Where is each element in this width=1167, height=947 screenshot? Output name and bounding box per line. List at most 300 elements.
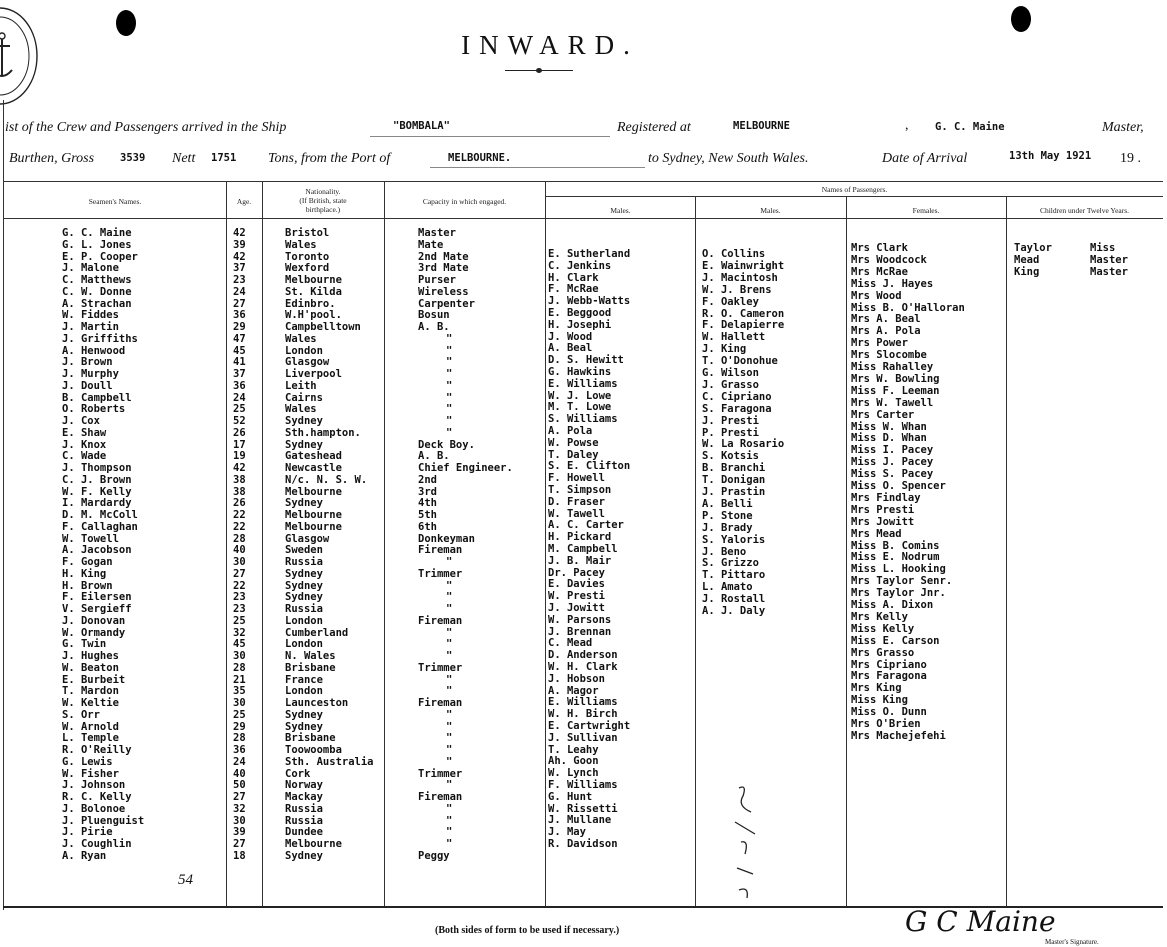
crew-age: 19 xyxy=(233,450,246,463)
crew-capacity: " xyxy=(446,708,453,721)
child-name: Mead xyxy=(1014,253,1040,266)
crew-age: 36 xyxy=(233,309,246,322)
crew-capacity: Chief Engineer. xyxy=(418,462,513,474)
signature-label: Master's Signature. xyxy=(1045,938,1099,946)
form-title: INWARD. xyxy=(461,30,639,60)
passenger-male: J. Presti xyxy=(702,414,759,427)
col-divider-passengers xyxy=(545,181,546,906)
crew-name: W. Towell xyxy=(62,532,119,545)
crew-nationality: Melbourne xyxy=(285,509,342,521)
crew-name: J. Brown xyxy=(62,356,113,369)
passenger-male: W. Lynch xyxy=(548,767,599,780)
col-header-capacity: Capacity in which engaged. xyxy=(422,197,507,206)
crew-nationality: Launceston xyxy=(285,697,349,709)
crew-nationality: Sydney xyxy=(285,497,323,510)
passenger-male: S. E. Clifton xyxy=(548,460,631,473)
crew-name: H. King xyxy=(62,567,107,580)
crew-age: 27 xyxy=(233,567,246,580)
crew-capacity: " xyxy=(446,403,453,416)
passenger-male: J. Prastin xyxy=(702,486,766,498)
passenger-male: T. Donigan xyxy=(702,474,766,487)
passenger-female: Miss E. Nodrum xyxy=(851,551,940,564)
crew-capacity: " xyxy=(446,344,453,357)
passenger-female: Mrs Power xyxy=(851,337,908,350)
passenger-male: B. Branchi xyxy=(702,462,766,475)
passenger-female: Mrs A. Beal xyxy=(851,313,921,326)
child-name: Taylor xyxy=(1014,242,1052,254)
crew-nationality: Wales xyxy=(285,403,317,416)
crew-nationality: Leith xyxy=(285,379,317,392)
crew-age: 24 xyxy=(233,391,246,404)
passenger-male: T. Leahy xyxy=(548,743,599,756)
passenger-male: T. Pittaro xyxy=(702,569,766,582)
passenger-female: Miss E. Carson xyxy=(851,634,940,647)
crew-capacity: Trimmer xyxy=(418,567,463,580)
crew-name: C. Matthews xyxy=(62,274,132,286)
passenger-male: J. Macintosh xyxy=(702,271,778,284)
crew-capacity: Master xyxy=(418,227,456,239)
passenger-male: W. Parsons xyxy=(548,613,612,626)
passenger-male: J. King xyxy=(702,343,747,356)
crew-age: 50 xyxy=(233,779,246,792)
crew-name: J. Coughlin xyxy=(62,838,132,850)
crew-age: 39 xyxy=(233,238,246,251)
passenger-male: Dr. Pacey xyxy=(548,566,605,579)
crew-age: 25 xyxy=(233,614,246,627)
crew-nationality: Sydney xyxy=(285,567,323,580)
passenger-male: J. Sullivan xyxy=(548,731,618,744)
passenger-male: W. Powse xyxy=(548,436,599,449)
crew-capacity: Purser xyxy=(418,274,456,286)
passenger-male: W. H. Clark xyxy=(548,661,618,673)
col-divider-females xyxy=(846,196,847,906)
passenger-male: H. Clark xyxy=(548,271,599,284)
crew-capacity: 2nd xyxy=(418,473,437,486)
crew-name: J. Hughes xyxy=(62,650,119,662)
crew-capacity: 3rd Mate xyxy=(418,262,469,275)
crew-name: J. Pirie xyxy=(62,826,113,839)
crew-nationality: Melbourne xyxy=(285,520,342,533)
crew-nationality: Norway xyxy=(285,779,323,792)
crew-nationality: London xyxy=(285,344,323,357)
crew-name: G. Twin xyxy=(62,638,107,651)
crew-nationality: Wexford xyxy=(285,262,330,275)
crew-nationality: London xyxy=(285,614,323,627)
col-divider-age xyxy=(226,181,227,906)
passenger-male: E. Wainwright xyxy=(702,259,785,272)
crew-name: A. Strachan xyxy=(62,297,132,310)
crew-age: 37 xyxy=(233,368,246,380)
crew-capacity: " xyxy=(446,802,453,815)
crew-nationality: London xyxy=(285,638,323,651)
passenger-male: F. Delapierre xyxy=(702,319,785,332)
passenger-female: Mrs Machejefehi xyxy=(851,729,946,742)
ship-name: "BOMBALA" xyxy=(393,120,450,132)
crew-age: 26 xyxy=(233,426,246,439)
crew-name: W. Keltie xyxy=(62,697,119,709)
crew-nationality: Russia xyxy=(285,603,323,615)
crew-capacity: 2nd Mate xyxy=(418,250,469,263)
table-left-border xyxy=(3,100,4,910)
from-port: MELBOURNE. xyxy=(448,152,512,164)
col-header-males2: Males. xyxy=(760,206,781,215)
passenger-male: D. S. Hewitt xyxy=(548,354,624,367)
crew-age: 45 xyxy=(233,638,246,651)
passenger-female: Mrs O'Brien xyxy=(851,718,921,730)
col-divider-males2 xyxy=(695,196,696,906)
crew-nationality: St. Kilda xyxy=(285,285,342,298)
crew-name: D. M. McColl xyxy=(62,509,138,521)
tons-from-label: Tons, from the Port of xyxy=(268,151,391,166)
crew-nationality: Glasgow xyxy=(285,532,330,545)
crew-name: W. Fisher xyxy=(62,767,119,780)
crew-capacity: " xyxy=(446,779,453,792)
passenger-female: Miss B. Comins xyxy=(851,539,940,552)
passenger-male: C. Jenkins xyxy=(548,259,612,272)
passenger-female: Mrs Mead xyxy=(851,527,902,540)
passenger-male: J. Brady xyxy=(702,521,753,534)
crew-capacity: " xyxy=(446,744,453,756)
passenger-female: Mrs Taylor Jnr. xyxy=(851,587,946,600)
master-signature: G C Maine xyxy=(905,905,1056,938)
crew-capacity: " xyxy=(446,579,453,592)
crew-nationality: Sydney xyxy=(285,849,323,862)
crew-age: 24 xyxy=(233,285,246,298)
passenger-male: P. Presti xyxy=(702,426,759,439)
crew-age: 25 xyxy=(233,708,246,721)
col-header-names: Seamen's Names. xyxy=(88,197,142,206)
master-name: G. C. Maine xyxy=(935,121,1005,133)
crew-capacity: Donkeyman xyxy=(418,532,475,545)
passenger-male: W. Tawell xyxy=(548,507,605,520)
crew-age: 30 xyxy=(233,556,246,568)
crew-capacity: A. B. xyxy=(418,321,450,333)
passenger-female: Miss F. Leeman xyxy=(851,384,940,397)
crew-capacity: Peggy xyxy=(418,849,450,862)
passenger-female: Miss Rahalley xyxy=(851,361,934,373)
crew-name: J. Martin xyxy=(62,321,119,333)
registered-port: MELBOURNE xyxy=(733,120,790,132)
passenger-female: Mrs Findlay xyxy=(851,491,921,504)
crew-capacity: " xyxy=(446,720,453,733)
crew-capacity: " xyxy=(446,685,453,698)
passenger-male: E. Beggood xyxy=(548,307,612,319)
crew-nationality: Russia xyxy=(285,814,323,827)
col-divider-children xyxy=(1006,196,1007,906)
passenger-female: Mrs Jowitt xyxy=(851,515,915,528)
passenger-male: S. Faragona xyxy=(702,402,772,415)
col-header-nationality: Nationality. (If British, state birthplace.) xyxy=(299,187,347,214)
passenger-female: Mrs Wood xyxy=(851,289,902,302)
crew-name: F. Eilersen xyxy=(62,591,132,604)
passenger-male: J. Wood xyxy=(548,330,593,343)
crew-name: R. C. Kelly xyxy=(62,791,132,803)
crew-capacity: Trimmer xyxy=(418,767,463,780)
crew-age: 18 xyxy=(233,849,246,862)
crew-nationality: Bristol xyxy=(285,227,330,239)
crew-age: 32 xyxy=(233,802,246,815)
crew-age: 28 xyxy=(233,732,246,745)
passenger-female: Mrs Faragona xyxy=(851,670,927,683)
list-heading: ist of the Crew and Passengers arrived in the Ship xyxy=(5,120,287,135)
passenger-male: J. Brennan xyxy=(548,625,612,638)
margin-note: 54 xyxy=(178,872,193,888)
passenger-male: J. B. Mair xyxy=(548,554,612,567)
crew-capacity: Mate xyxy=(418,238,444,251)
passenger-male: E. Williams xyxy=(548,696,618,709)
crew-nationality: Liverpool xyxy=(285,368,342,380)
crew-capacity: " xyxy=(446,391,453,404)
crew-name: J. Bolonoe xyxy=(62,802,126,815)
passenger-male: Ah. Goon xyxy=(548,755,599,768)
punch-hole-right xyxy=(1011,6,1031,32)
crew-age: 32 xyxy=(233,626,246,639)
passenger-female: Mrs King xyxy=(851,682,902,695)
crew-capacity: 6th xyxy=(418,520,437,533)
crew-nationality: Edinbro. xyxy=(285,297,336,310)
crew-capacity: 4th xyxy=(418,497,437,510)
passenger-male: T. O'Donohue xyxy=(702,355,778,368)
crew-name: E. Shaw xyxy=(62,426,107,439)
passenger-male: W. H. Birch xyxy=(548,708,618,721)
burthen-label: Burthen, Gross xyxy=(9,151,95,166)
master-label: Master, xyxy=(1102,120,1144,135)
crew-nationality: Campbelltown xyxy=(285,321,361,333)
crew-age: 23 xyxy=(233,591,246,604)
crew-capacity: Wireless xyxy=(418,285,469,298)
arrival-date: 13th May 1921 xyxy=(1009,150,1092,162)
crew-name: I. Mardardy xyxy=(62,497,132,510)
gross-tons: 3539 xyxy=(120,152,146,164)
crew-name: F. Gogan xyxy=(62,556,113,568)
crew-capacity: Trimmer xyxy=(418,661,463,674)
passenger-female: Miss King xyxy=(851,694,908,707)
crew-name: E. Burbeit xyxy=(62,673,126,686)
crew-age: 38 xyxy=(233,473,246,486)
crew-nationality: Brisbane xyxy=(285,661,336,674)
crew-capacity: " xyxy=(446,814,453,827)
crew-capacity: " xyxy=(446,379,453,392)
crew-age: 23 xyxy=(233,274,246,286)
crew-age: 23 xyxy=(233,603,246,615)
passenger-male: F. Howell xyxy=(548,472,605,485)
passenger-male: C. Cipriano xyxy=(702,390,772,403)
child-sex: Miss xyxy=(1090,242,1116,254)
crew-capacity: " xyxy=(446,626,453,639)
passenger-male: M. Campbell xyxy=(548,543,618,555)
crew-nationality: Sydney xyxy=(285,720,323,733)
crew-name: J. Doull xyxy=(62,379,113,392)
destination-label: to Sydney, New South Wales. xyxy=(648,151,809,166)
ship-name-rule xyxy=(370,136,610,137)
child-sex: Master xyxy=(1090,265,1128,278)
crew-name: S. Orr xyxy=(62,708,100,721)
crew-age: 42 xyxy=(233,227,246,239)
col-header-females: Females. xyxy=(912,206,940,215)
crew-capacity: " xyxy=(446,673,453,686)
crew-age: 40 xyxy=(233,544,246,557)
col-divider-capacity xyxy=(384,181,385,906)
passenger-female: Miss J. Pacey xyxy=(851,456,934,469)
crew-name: E. P. Cooper xyxy=(62,250,138,263)
crew-nationality: Sth.hampton. xyxy=(285,426,361,439)
passenger-male: J. Rostall xyxy=(702,593,766,606)
crew-nationality: Sydney xyxy=(285,591,323,604)
crew-capacity: " xyxy=(446,556,453,568)
crew-age: 17 xyxy=(233,438,246,451)
master-comma: , xyxy=(905,118,909,133)
crew-nationality: Toronto xyxy=(285,250,330,263)
crew-name: O. Roberts xyxy=(62,403,126,416)
passenger-female: Miss S. Pacey xyxy=(851,468,934,481)
crew-age: 27 xyxy=(233,838,246,850)
crew-age: 27 xyxy=(233,791,246,803)
passenger-male: D. Fraser xyxy=(548,495,605,508)
col-header-males1: Males. xyxy=(610,206,631,215)
crew-nationality: Gateshead xyxy=(285,450,342,463)
crew-name: W. Arnold xyxy=(62,720,119,733)
passenger-female: Miss D. Whan xyxy=(851,432,927,445)
table-header-rule xyxy=(3,218,1163,219)
crew-age: 30 xyxy=(233,650,246,662)
passenger-male: F. McRae xyxy=(548,283,599,296)
crew-name: W. Fiddes xyxy=(62,309,119,322)
col-divider-nationality xyxy=(262,181,263,906)
crew-nationality: Glasgow xyxy=(285,356,330,369)
crew-capacity: Fireman xyxy=(418,791,463,803)
passenger-female: Mrs Kelly xyxy=(851,610,908,623)
year-suffix: 19 . xyxy=(1120,151,1141,166)
crew-age: 24 xyxy=(233,755,246,768)
passenger-female: Mrs Presti xyxy=(851,503,915,516)
crew-capacity: Deck Boy. xyxy=(418,438,475,451)
passenger-male: W. J. Brens xyxy=(702,283,772,296)
crew-nationality: Newcastle xyxy=(285,462,342,474)
crew-capacity: Fireman xyxy=(418,614,463,627)
col-header-passengers: Names of Passengers. xyxy=(821,185,888,194)
passenger-female: Miss J. Hayes xyxy=(851,277,934,290)
crew-age: 28 xyxy=(233,661,246,674)
crew-nationality: Mackay xyxy=(285,791,323,803)
passenger-male: J. Beno xyxy=(702,545,747,558)
crew-name: B. Campbell xyxy=(62,391,132,404)
crew-age: 30 xyxy=(233,697,246,709)
passenger-male: E. Cartwright xyxy=(548,720,631,732)
passenger-male: F. Oakley xyxy=(702,295,759,308)
crew-nationality: Sth. Australia xyxy=(285,755,374,768)
passenger-male: A. J. Daly xyxy=(702,605,766,617)
handwritten-tally-marks xyxy=(725,782,765,902)
crew-nationality: Cairns xyxy=(285,391,323,404)
passenger-male: E. Sutherland xyxy=(548,248,631,260)
crew-age: 25 xyxy=(233,403,246,416)
passenger-male: J. Mullane xyxy=(548,814,612,827)
date-label: Date of Arrival xyxy=(882,151,968,166)
crew-nationality: London xyxy=(285,685,323,698)
passenger-female: Mrs McRae xyxy=(851,265,908,278)
passenger-female: Miss I. Pacey xyxy=(851,444,934,457)
crew-name: J. Johnson xyxy=(62,779,126,792)
crew-nationality: Sydney xyxy=(285,708,323,721)
crew-name: G. L. Jones xyxy=(62,238,132,251)
crew-name: C. W. Donne xyxy=(62,285,132,298)
passenger-male: W. J. Lowe xyxy=(548,389,612,402)
crew-capacity: 3rd xyxy=(418,485,437,498)
crew-nationality: Cumberland xyxy=(285,626,349,639)
crew-name: J. Knox xyxy=(62,438,107,451)
crew-age: 29 xyxy=(233,720,246,733)
passenger-male: A. Pola xyxy=(548,425,593,437)
crew-capacity: " xyxy=(446,755,453,768)
crew-nationality: Dundee xyxy=(285,826,323,839)
passenger-male: W. Rissetti xyxy=(548,802,618,815)
title-ornament-dot xyxy=(536,68,542,73)
passenger-male: G. Hunt xyxy=(548,790,593,803)
crew-capacity: A. B. xyxy=(418,450,450,463)
passenger-male: R. O. Cameron xyxy=(702,307,785,320)
passenger-male: F. Williams xyxy=(548,779,618,791)
crew-age: 42 xyxy=(233,462,246,474)
crew-age: 42 xyxy=(233,250,246,263)
crew-age: 22 xyxy=(233,579,246,592)
passenger-male: L. Amato xyxy=(702,581,753,594)
crew-capacity: Fireman xyxy=(418,544,463,557)
crew-name: J. Donovan xyxy=(62,614,126,627)
crew-capacity: " xyxy=(446,368,453,380)
passenger-female: Miss A. Dixon xyxy=(851,599,934,611)
passenger-male: S. Kotsis xyxy=(702,450,759,463)
crew-name: C. J. Brown xyxy=(62,473,132,486)
crew-name: G. Lewis xyxy=(62,755,113,768)
passenger-female: Mrs W. Bowling xyxy=(851,372,940,385)
crew-age: 30 xyxy=(233,814,246,827)
crew-nationality: Sydney xyxy=(285,438,323,451)
crew-age: 36 xyxy=(233,744,246,756)
passenger-female: Mrs Cipriano xyxy=(851,658,927,671)
table-top-rule xyxy=(3,181,1163,182)
crew-capacity: Fireman xyxy=(418,697,463,709)
crew-nationality: N. Wales xyxy=(285,650,336,662)
passenger-male: E. Davies xyxy=(548,578,605,591)
crew-nationality: Cork xyxy=(285,767,311,780)
passenger-male: D. Anderson xyxy=(548,649,618,662)
passenger-female: Mrs Taylor Senr. xyxy=(851,575,953,588)
crew-capacity: " xyxy=(446,591,453,604)
crew-name: T. Mardon xyxy=(62,685,119,698)
crew-capacity: Bosun xyxy=(418,309,450,322)
passenger-male: W. La Rosario xyxy=(702,438,785,451)
crew-name: R. O'Reilly xyxy=(62,744,132,756)
crew-nationality: Toowoomba xyxy=(285,744,342,756)
crew-age: 36 xyxy=(233,379,246,392)
passenger-female: Mrs A. Pola xyxy=(851,325,921,338)
crew-nationality: Sweden xyxy=(285,544,323,557)
passenger-male: W. Hallett xyxy=(702,331,766,344)
passenger-female: Miss L. Hooking xyxy=(851,563,946,576)
crew-nationality: Melbourne xyxy=(285,274,342,286)
col-header-age: Age. xyxy=(236,197,252,206)
crew-name: J. Malone xyxy=(62,262,119,275)
passenger-male: S. Yaloris xyxy=(702,533,766,546)
nett-label: Nett xyxy=(172,151,196,166)
crew-nationality: Brisbane xyxy=(285,732,336,745)
crew-nationality: Russia xyxy=(285,556,323,568)
passenger-female: Miss O. Dunn xyxy=(851,706,927,719)
crew-age: 26 xyxy=(233,497,246,510)
child-sex: Master xyxy=(1090,253,1128,266)
passenger-male: J. Grasso xyxy=(702,378,759,391)
crew-capacity: Carpenter xyxy=(418,297,475,310)
